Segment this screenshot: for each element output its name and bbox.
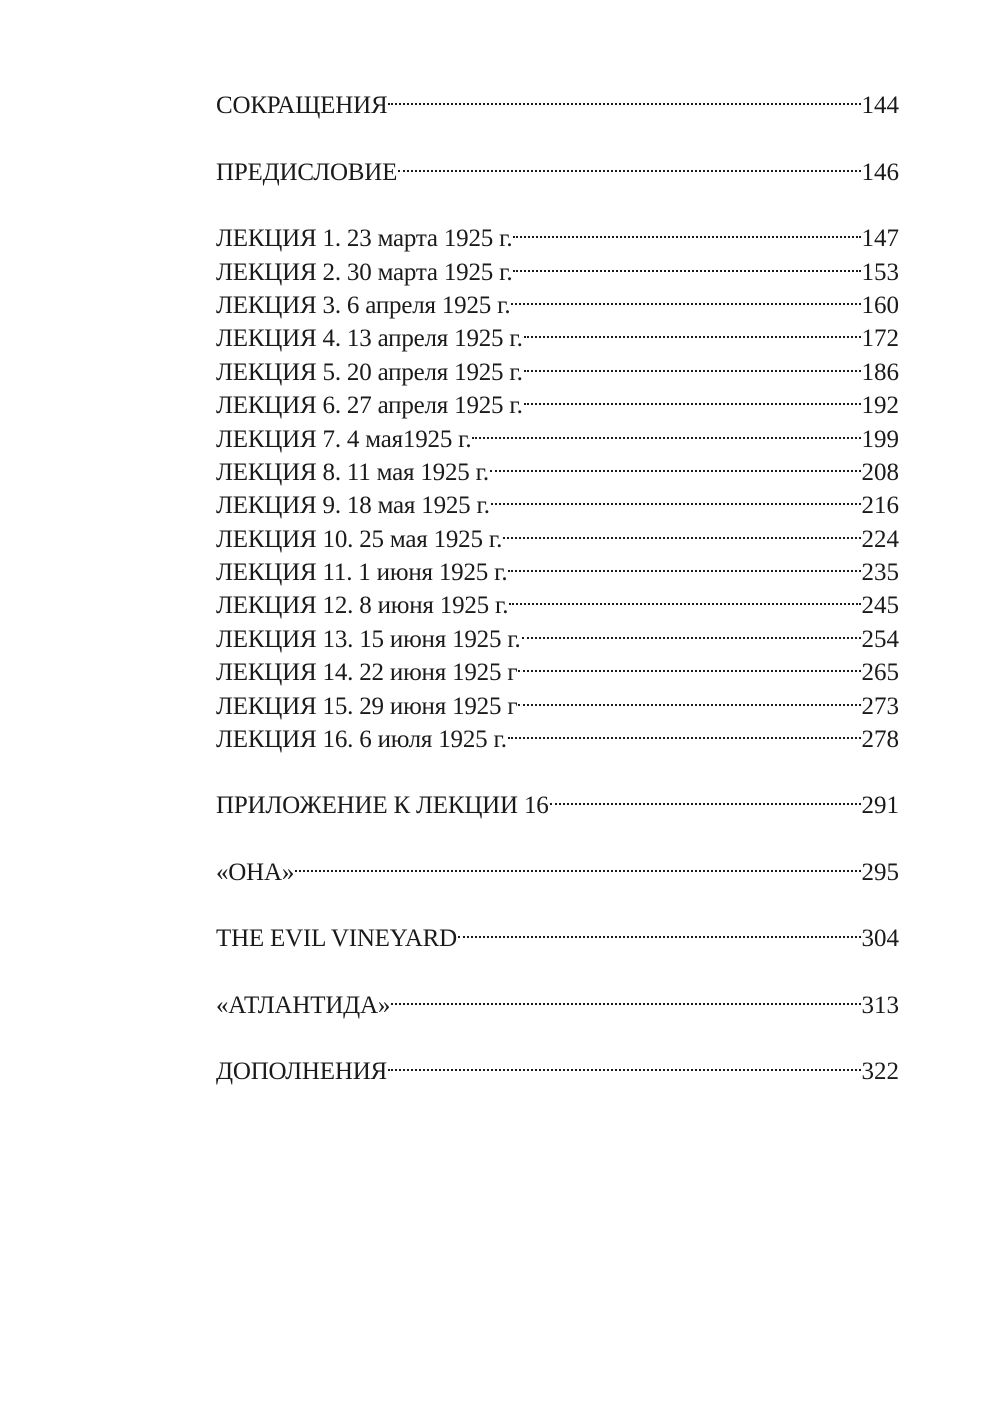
toc-entry-page-number: 153 (861, 258, 899, 286)
toc-entry-title: «АТЛАНТИДА» (216, 991, 391, 1019)
dot-leader (513, 246, 860, 279)
toc-entry[interactable] (216, 846, 899, 886)
toc-entry-title: ЛЕКЦИЯ 1. 23 марта 1925 г. (216, 225, 513, 253)
dot-leader (398, 146, 860, 179)
toc-entry-page-number: 322 (861, 1057, 899, 1085)
toc-group (216, 780, 899, 820)
toc-entry-page-number: 265 (861, 659, 899, 687)
toc-entry-page-number: 235 (861, 559, 899, 587)
toc-entry-title: ЛЕКЦИЯ 13. 15 июня 1925 г. (216, 625, 521, 653)
dot-leader (388, 80, 860, 113)
toc-entry-title: ЛЕКЦИЯ 15. 29 июня 1925 г (216, 692, 518, 720)
toc-group (216, 979, 899, 1019)
toc-group (216, 846, 899, 886)
toc-entry-title: ЛЕКЦИЯ 3. 6 апреля 1925 г. (216, 291, 511, 319)
toc-entry-page-number: 208 (861, 458, 899, 486)
toc-group (216, 213, 899, 754)
dot-leader (518, 680, 860, 713)
toc-group (216, 80, 899, 120)
dot-leader (503, 513, 860, 546)
dot-leader (388, 1046, 860, 1079)
toc-entry-title: ЛЕКЦИЯ 9. 18 мая 1925 г. (216, 492, 490, 520)
toc-entry-page-number: 160 (861, 291, 899, 319)
toc-group (216, 913, 899, 953)
toc-entry-page-number: 146 (861, 158, 899, 186)
toc-entry[interactable] (216, 146, 899, 186)
toc-entry-title: ЛЕКЦИЯ 8. 11 мая 1925 г. (216, 458, 489, 486)
dot-leader (513, 213, 860, 246)
toc-entry[interactable] (216, 780, 899, 820)
toc-entry-page-number: 291 (861, 792, 899, 820)
toc-group (216, 1046, 899, 1085)
toc-entry-title: ЛЕКЦИЯ 11. 1 июня 1925 г. (216, 559, 508, 587)
toc-entry-title: ЛЕКЦИЯ 2. 30 марта 1925 г. (216, 258, 513, 286)
toc-entry-title: THE EVIL VINEYARD (216, 925, 458, 953)
toc-entry-title: ЛЕКЦИЯ 5. 20 апреля 1925 г. (216, 358, 523, 386)
toc-entry-title: ПРЕДИСЛОВИЕ (216, 158, 398, 186)
toc-entry-page-number: 254 (861, 625, 899, 653)
toc-entry[interactable] (216, 1046, 899, 1085)
dot-leader (458, 913, 860, 946)
dot-leader (550, 780, 861, 813)
toc-entry-title: ЛЕКЦИЯ 14. 22 июня 1925 г (216, 659, 518, 687)
toc-entry[interactable] (216, 213, 899, 253)
toc-entry-page-number: 245 (861, 592, 899, 620)
toc-entry-page-number: 186 (861, 358, 899, 386)
toc-entry-page-number: 199 (861, 425, 899, 453)
toc-entry-title: ЛЕКЦИЯ 16. 6 июля 1925 г. (216, 726, 507, 754)
toc-entry-page-number: 172 (861, 325, 899, 353)
toc-entry-page-number: 224 (861, 525, 899, 553)
dot-leader (518, 647, 860, 680)
toc-entry-title: ЛЕКЦИЯ 6. 27 апреля 1925 г. (216, 392, 523, 420)
dot-leader (524, 313, 861, 346)
toc-entry-page-number: 144 (861, 92, 899, 120)
toc-entry-title: СОКРАЩЕНИЯ (216, 92, 388, 120)
dot-leader (295, 846, 860, 879)
toc-entry-page-number: 278 (861, 726, 899, 754)
dot-leader (511, 280, 860, 313)
toc-entry[interactable] (216, 80, 899, 120)
dot-leader (522, 613, 861, 646)
dot-leader (508, 547, 860, 580)
toc-entry-title: ЛЕКЦИЯ 7. 4 мая1925 г. (216, 425, 472, 453)
toc-entry-title: ДОПОЛНЕНИЯ (216, 1057, 388, 1085)
toc-group (216, 146, 899, 186)
toc-entry-page-number: 313 (861, 991, 899, 1019)
dot-leader (490, 447, 861, 480)
dot-leader (524, 346, 861, 379)
toc-entry[interactable] (216, 979, 899, 1019)
toc-entry-title: ЛЕКЦИЯ 10. 25 мая 1925 г. (216, 525, 503, 553)
dot-leader (509, 580, 860, 613)
toc-entry-title: ЛЕКЦИЯ 4. 13 апреля 1925 г. (216, 325, 523, 353)
toc-entry-page-number: 192 (861, 392, 899, 420)
dot-leader (491, 480, 861, 513)
toc-entry-page-number: 273 (861, 692, 899, 720)
toc-entry-page-number: 295 (861, 858, 899, 886)
toc-entry-page-number: 304 (861, 925, 899, 953)
toc-entry[interactable] (216, 913, 899, 953)
dot-leader (524, 380, 861, 413)
dot-leader (391, 979, 860, 1012)
toc-entry-title: ЛЕКЦИЯ 12. 8 июня 1925 г. (216, 592, 509, 620)
toc-entry-page-number: 147 (861, 225, 899, 253)
toc-entry-title: «ОНА» (216, 858, 295, 886)
table-of-contents (216, 80, 899, 1112)
toc-entry-page-number: 216 (861, 492, 899, 520)
dot-leader (508, 714, 861, 747)
dot-leader (472, 413, 860, 446)
toc-entry-title: ПРИЛОЖЕНИЕ К ЛЕКЦИИ 16 (216, 792, 549, 820)
